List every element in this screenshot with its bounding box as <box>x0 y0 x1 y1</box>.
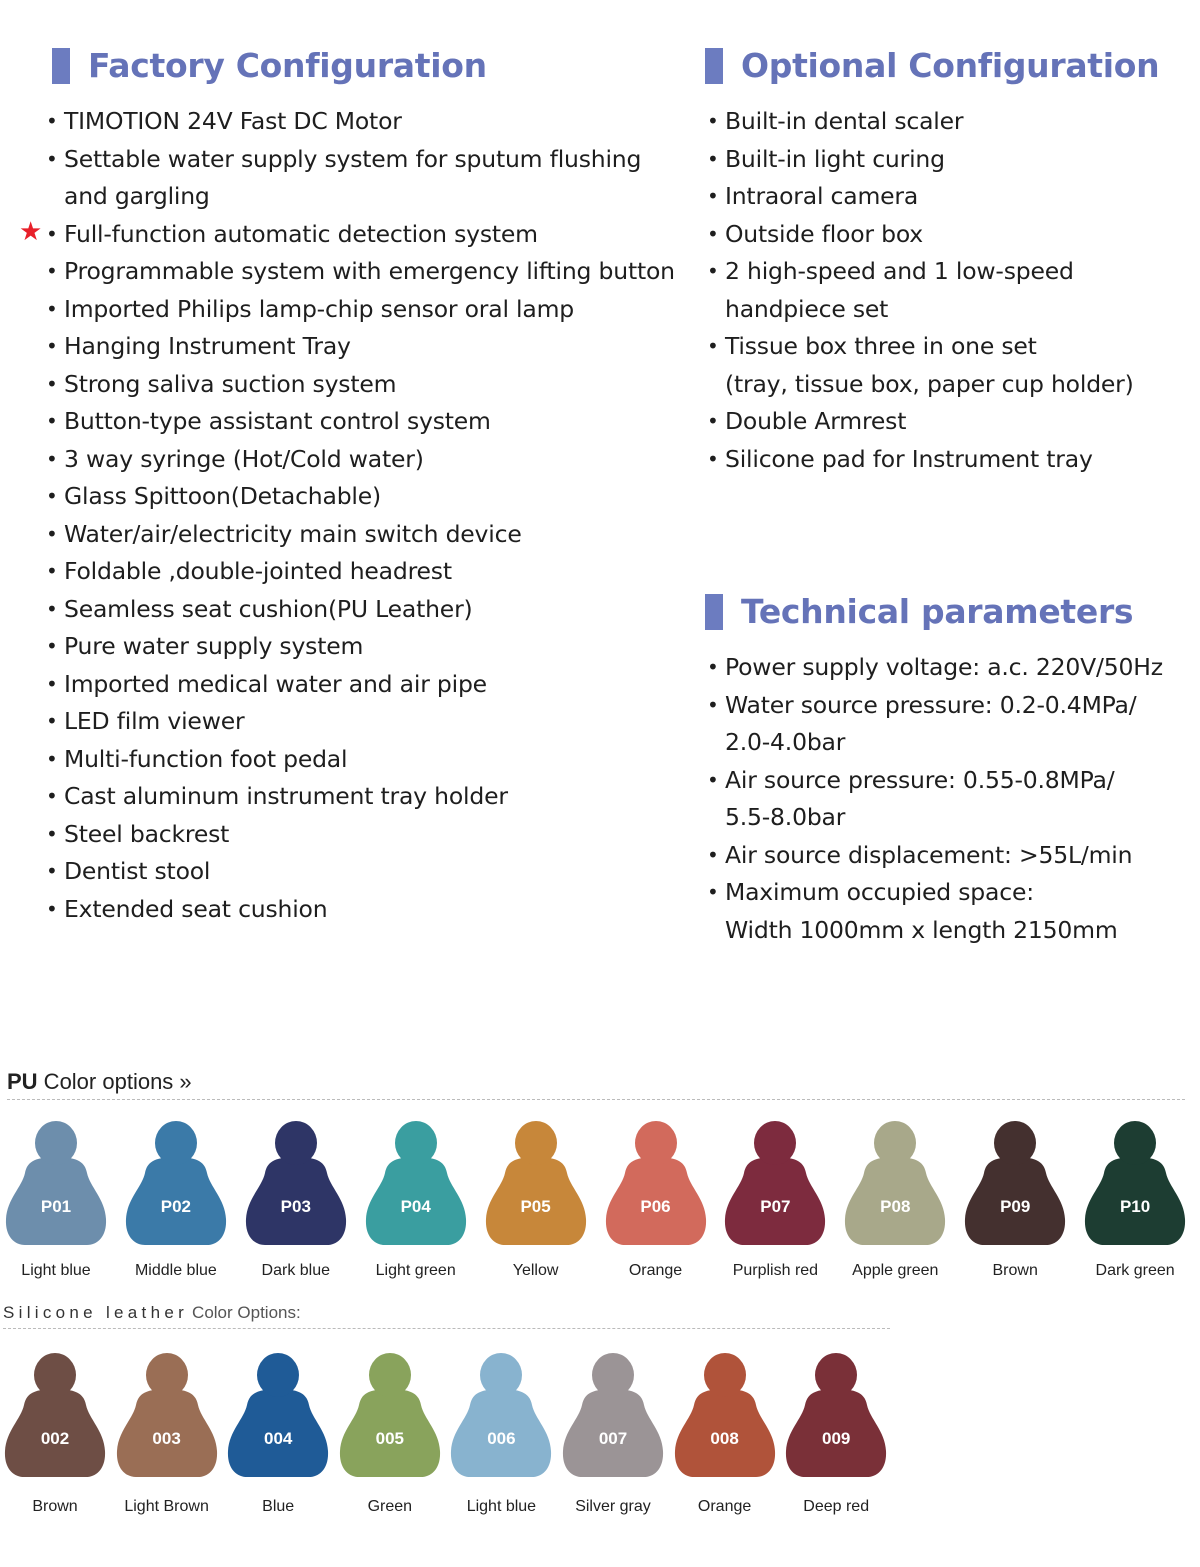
silicone-title-spaced: Silicone leather <box>3 1303 189 1322</box>
swatch-code: 007 <box>598 1429 628 1448</box>
swatch-code: P05 <box>520 1197 551 1216</box>
swatch-label: Brown <box>992 1262 1038 1279</box>
swatch-label: Blue <box>262 1498 295 1515</box>
list-item-continuation: 5.5-8.0bar <box>725 803 846 831</box>
optional-config-heading <box>705 46 1159 85</box>
heading-bar <box>52 48 70 84</box>
list-item: • Multi-function foot pedal <box>46 744 348 773</box>
technical-params-heading <box>705 592 1133 631</box>
list-item: • Imported Philips lamp-chip sensor oral lamp <box>46 294 574 323</box>
list-item: • Water source pressure: 0.2-0.4MPa/ <box>707 690 1137 719</box>
silicone-swatch-004 <box>227 1353 329 1481</box>
technical-params-list <box>707 649 1163 949</box>
pu-divider <box>7 1099 1185 1100</box>
list-item: • Built-in dental scaler <box>707 107 964 135</box>
factory-config-list <box>46 103 675 928</box>
silicone-swatch-003 <box>116 1353 218 1481</box>
swatch-code: P10 <box>1119 1197 1151 1216</box>
list-item: • Water/air/electricity main switch device <box>46 519 522 548</box>
list-item: • Double Armrest <box>707 407 907 435</box>
factory-config-title: Factory Configuration <box>88 46 487 85</box>
swatch-label: Silver gray <box>575 1498 651 1515</box>
heading-bar <box>705 594 723 630</box>
list-item-continuation: Width 1000mm x length 2150mm <box>725 915 1118 944</box>
swatch-code: 003 <box>152 1429 181 1448</box>
technical-params-title: Technical parameters <box>741 592 1134 631</box>
list-item: • Dentist stool <box>46 857 211 885</box>
swatch-label: Light green <box>375 1262 456 1279</box>
swatch-code: 008 <box>710 1429 739 1448</box>
list-item: • Settable water supply system for sputum flushing <box>46 144 642 173</box>
list-item: • Outside floor box <box>707 219 923 248</box>
list-item: • Silicone pad for Instrument tray <box>707 444 1093 473</box>
list-item: • Power supply voltage: a.c. 220V/50Hz <box>707 653 1163 681</box>
swatch-code: P02 <box>160 1197 192 1216</box>
list-item: • Strong saliva suction system <box>46 369 397 398</box>
swatch-label: Orange <box>697 1498 752 1515</box>
swatch-code: P09 <box>1000 1197 1031 1216</box>
swatch-code: 002 <box>40 1429 70 1448</box>
list-item: • TIMOTION 24V Fast DC Motor <box>46 107 402 135</box>
swatch-code: P08 <box>880 1197 911 1216</box>
factory-config-heading <box>52 46 487 85</box>
list-item: • 3 way syringe (Hot/Cold water) <box>46 444 424 473</box>
list-item: • Intraoral camera <box>707 182 919 210</box>
pu-swatch-p10 <box>1084 1121 1186 1249</box>
pu-swatch-p03 <box>245 1121 347 1249</box>
list-item: • Button-type assistant control system <box>46 407 491 435</box>
list-item: • Imported medical water and air pipe <box>46 669 487 698</box>
swatch-label: Yellow <box>512 1262 559 1279</box>
list-item: • Built-in light curing <box>707 144 945 173</box>
list-item: • Full-function automatic detection system <box>46 219 538 248</box>
swatch-label: Light Brown <box>124 1498 209 1515</box>
star-icon: ★ <box>19 217 43 247</box>
swatch-code: 009 <box>822 1429 851 1448</box>
list-item-continuation: handpiece set <box>725 294 889 323</box>
list-item: • Cast aluminum instrument tray holder <box>46 782 508 810</box>
pu-swatch-p08 <box>844 1121 946 1249</box>
swatch-code: P06 <box>640 1197 671 1216</box>
list-item: • Hanging Instrument Tray <box>46 332 351 360</box>
list-item-continuation: and gargling <box>64 182 210 210</box>
swatch-label: Light blue <box>21 1262 91 1279</box>
silicone-divider <box>3 1328 890 1329</box>
heading-bar <box>705 48 723 84</box>
pu-swatch-p02 <box>125 1121 227 1249</box>
silicone-swatch-009 <box>785 1353 887 1481</box>
pu-title-bold: PU <box>7 1069 38 1094</box>
swatch-label: Dark green <box>1095 1262 1175 1279</box>
swatch-label: Light blue <box>466 1498 537 1515</box>
swatch-code: P04 <box>400 1197 431 1216</box>
swatch-label: Middle blue <box>134 1262 217 1279</box>
pu-swatch-p04 <box>365 1121 467 1249</box>
silicone-swatch-006 <box>450 1353 552 1481</box>
pu-color-options-title <box>7 1069 192 1095</box>
list-item: • Seamless seat cushion(PU Leather) <box>46 594 473 623</box>
pu-swatch-p06 <box>605 1121 707 1249</box>
swatch-label: Orange <box>628 1262 683 1279</box>
swatch-label: Green <box>367 1498 413 1515</box>
pu-swatch-p09 <box>964 1121 1066 1249</box>
list-item: • Extended seat cushion <box>46 894 328 923</box>
list-item: • Programmable system with emergency lifting button <box>46 257 675 285</box>
list-item: • Foldable ,double-jointed headrest <box>46 557 452 585</box>
list-item: • Glass Spittoon(Detachable) <box>46 482 381 510</box>
silicone-color-options-title <box>3 1303 301 1323</box>
list-item: • Tissue box three in one set <box>707 332 1037 360</box>
list-item: • Steel backrest <box>46 819 230 848</box>
swatch-label: Brown <box>32 1498 78 1515</box>
optional-config-title: Optional Configuration <box>741 46 1160 85</box>
list-item: • 2 high-speed and 1 low-speed <box>707 257 1074 285</box>
swatch-label: Apple green <box>852 1262 939 1279</box>
silicone-swatch-008 <box>674 1353 776 1481</box>
silicone-swatch-007 <box>562 1353 664 1481</box>
pu-title-rest: Color options » <box>37 1069 192 1094</box>
swatch-code: 004 <box>264 1429 293 1448</box>
swatch-label: Dark blue <box>261 1262 331 1279</box>
list-item: • Pure water supply system <box>46 632 364 660</box>
optional-config-list <box>707 103 1134 478</box>
swatch-code: 006 <box>487 1429 516 1448</box>
pu-swatch-p05 <box>485 1121 587 1249</box>
list-item-continuation: (tray, tissue box, paper cup holder) <box>725 369 1134 398</box>
list-item: • Maximum occupied space: <box>707 878 1034 906</box>
list-item: • Air source displacement: >55L/min <box>707 840 1133 869</box>
silicone-title-rest: Color Options: <box>192 1303 301 1322</box>
silicone-swatch-005 <box>339 1353 441 1481</box>
list-item-continuation: 2.0-4.0bar <box>725 728 846 756</box>
swatch-code: P07 <box>760 1197 791 1216</box>
list-item: • LED film viewer <box>46 707 245 735</box>
swatch-label: Deep red <box>803 1498 870 1515</box>
swatch-code: P01 <box>40 1197 72 1216</box>
silicone-swatch-002 <box>4 1353 106 1481</box>
list-item: • Air source pressure: 0.55-0.8MPa/ <box>707 765 1115 794</box>
swatch-code: 005 <box>375 1429 404 1448</box>
pu-swatch-p01 <box>5 1121 107 1249</box>
swatch-code: P03 <box>280 1197 311 1216</box>
swatch-label: Purplish red <box>732 1262 819 1279</box>
pu-swatch-p07 <box>724 1121 826 1249</box>
